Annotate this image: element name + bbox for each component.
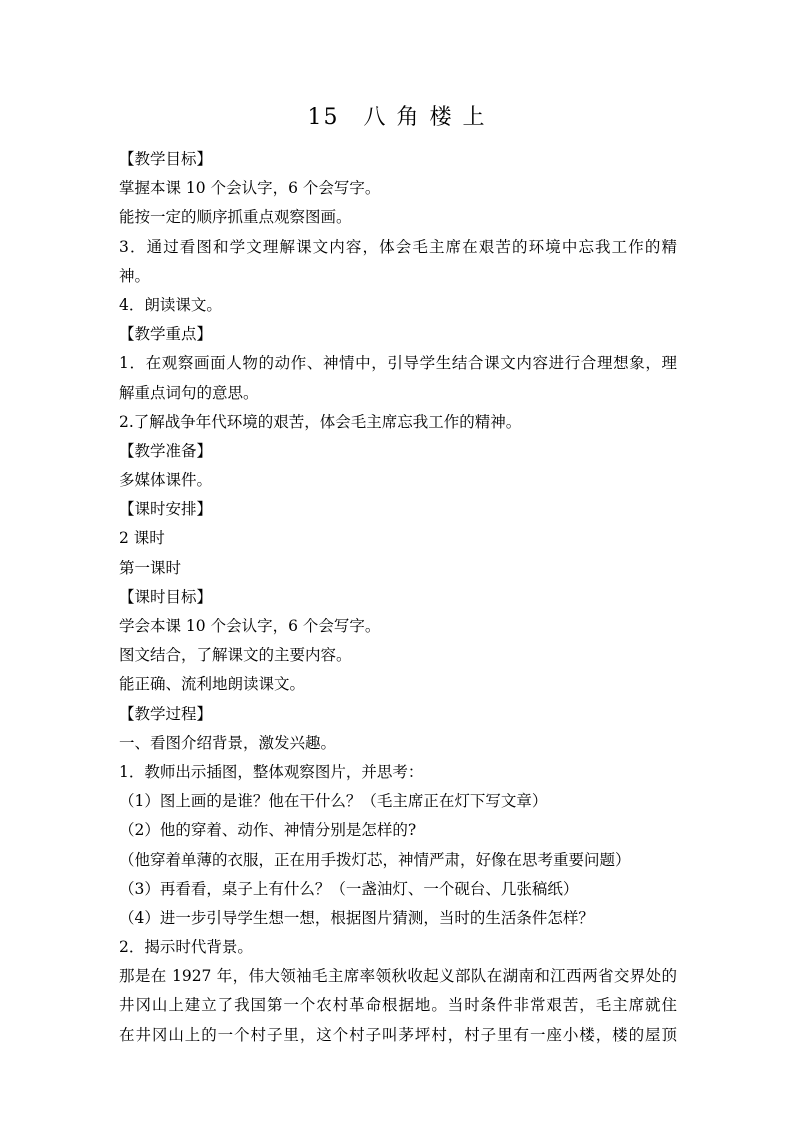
- heading-teaching-goals: 【教学目标】: [119, 150, 213, 168]
- text-line: 一、看图介绍背景，激发兴趣。: [119, 733, 337, 752]
- heading-teaching-process: 【教学过程】: [119, 704, 213, 723]
- text-line: 第一课时: [119, 558, 182, 577]
- text-line: （3）再看看，桌子上有什么？（一盏油灯、一个砚台、几张稿纸）: [119, 879, 579, 898]
- text-line: 2．揭示时代背景。: [119, 938, 253, 957]
- text-line: 神。: [119, 266, 151, 285]
- text-line: （他穿着单薄的衣服，正在用手拨灯芯，神情严肃，好像在思考重要问题）: [119, 850, 631, 869]
- text-line: 能正确、流利地朗读课文。: [119, 675, 306, 694]
- text-line: 能按一定的顺序抓重点观察图画。: [119, 208, 352, 227]
- text-line: 在井冈山上的一个村子里，这个村子叫茅坪村，村子里有一座小楼，楼的屋顶: [119, 1025, 677, 1044]
- text-line: 1．在观察画面人物的动作、神情中，引导学生结合课文内容进行合理想象，理: [119, 354, 677, 373]
- lesson-body: [119, 145, 677, 1050]
- text-line: 那是在 1927 年，伟大领袖毛主席率领秋收起义部队在湖南和江西两省交界处的: [119, 967, 677, 986]
- lesson-title: 15 八 角 楼 上: [307, 105, 487, 130]
- text-line: （2）他的穿着、动作、神情分别是怎样的?: [119, 821, 417, 840]
- text-line: 3．通过看图和学文理解课文内容，体会毛主席在艰苦的环境中忘我工作的精: [119, 237, 677, 256]
- text-line: 掌握本课 10 个会认字，6 个会写字。: [119, 179, 381, 198]
- text-line: 井冈山上建立了我国第一个农村革命根据地。当时条件非常艰苦，毛主席就住: [119, 996, 677, 1015]
- text-line: （4）进一步引导学生想一想，根据图片猜测，当时的生活条件怎样？: [119, 908, 594, 927]
- heading-teaching-prep: 【教学准备】: [119, 441, 213, 460]
- text-line: 4．朗读课文。: [119, 295, 222, 314]
- text-line: 1．教师出示插图，整体观察图片，并思考：: [119, 762, 424, 781]
- text-line: （1）图上画的是谁？他在干什么？（毛主席正在灯下写文章）: [119, 792, 548, 811]
- heading-lesson-goals: 【课时目标】: [119, 587, 213, 606]
- heading-schedule: 【课时安排】: [119, 500, 213, 519]
- text-line: 学会本课 10 个会认字，6 个会写字。: [119, 617, 381, 635]
- text-line: 图文结合，了解课文的主要内容。: [119, 646, 352, 665]
- text-line: 2.了解战争年代环境的艰苦，体会毛主席忘我工作的精神。: [119, 412, 522, 431]
- text-line: 2 课时: [119, 529, 165, 548]
- text-line: 多媒体课件。: [119, 471, 213, 490]
- heading-teaching-focus: 【教学重点】: [119, 325, 213, 344]
- text-line: 解重点词句的意思。: [119, 383, 259, 402]
